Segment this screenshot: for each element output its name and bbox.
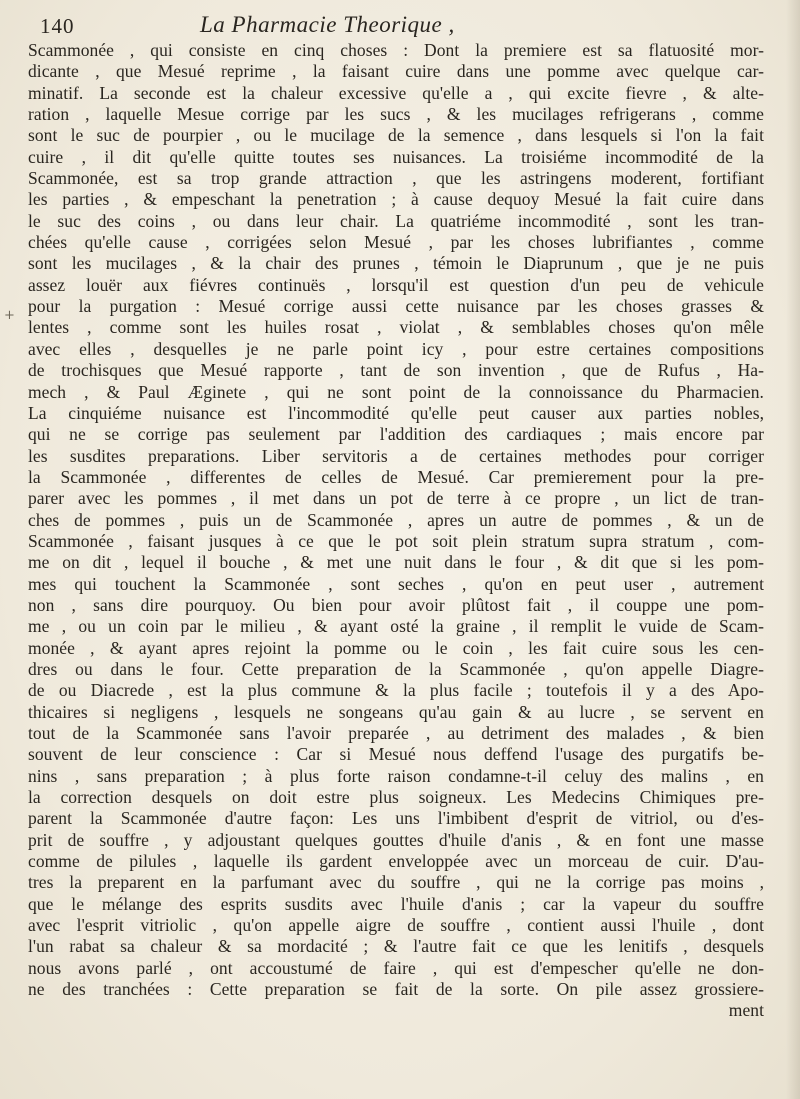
text-line: sont les mucilages , & la chair des prunes , témoin le Diaprunum , que je ne puis — [28, 253, 764, 274]
text-line: me on dit , lequel il bouche , & met une nuit dans le four , & dit que si les pom- — [28, 552, 764, 573]
text-line: chées qu'elle cause , corrigées selon Mesué , par les choses lubrifiantes , comme — [28, 232, 764, 253]
text-line: monée , & ayant apres rejoint la pomme ou le coin , les fait cuire sous les cen- — [28, 637, 764, 658]
text-line: cuire , il dit qu'elle quitte toutes ses nuisances. La troisiéme incommodité de la — [28, 146, 764, 167]
text-line: avec l'esprit vitriolic , qu'on appelle aigre de souffre , contient aussi l'huile , dont — [28, 915, 764, 936]
text-line: la correction desquels on doit estre plus soigneux. Les Medecins Chimiques pre- — [28, 787, 764, 808]
text-line: sont le suc de pourpier , ou le mucilage de la semence , dans lesquels si l'on la fait — [28, 125, 764, 146]
text-line: ment — [728, 1000, 764, 1021]
text-line: les parties , & empeschant la penetration ; à cause dequoy Mesué la fait cuire dans — [28, 189, 764, 210]
text-line: l'un rabat sa chaleur & sa mordacité ; & l'autre fait ce que les lenitifs , desquels — [28, 936, 764, 957]
running-title: La Pharmacie Theorique , — [200, 12, 455, 37]
text-line: thicaires si negligens , lesquels ne songeans qu'au gain & au lucre , se servent en — [28, 701, 764, 722]
text-line: Scammonée, est sa trop grande attraction , que les astringens moderent, fortifiant — [28, 168, 764, 189]
text-line: souvent de leur conscience : Car si Mesué nous deffend l'usage des purgatifs be- — [28, 744, 764, 765]
text-line: pour la purgation : Mesué corrige aussi cette nuisance par les choses grasses & — [28, 296, 764, 317]
text-line: parent la Scammonée d'autre façon: Les uns l'imbibent d'esprit de vitriol, ou d'es- — [28, 808, 764, 829]
text-line: Scammonée , qui consiste en cinq choses : Dont la premiere est sa flatuosité mor- — [28, 40, 764, 60]
text-line: me , ou un coin par le milieu , & ayant osté la graine , il remplit le vuide de Scam- — [28, 616, 764, 637]
text-line: Scammonée , faisant jusques à ce que le pot soit plein stratum supra stratum , com- — [28, 530, 764, 551]
text-line: nous avons parlé , ont accoustumé de faire , qui est d'empescher qu'elle ne don- — [28, 957, 764, 978]
text-line: minatif. La seconde est la chaleur excessive qu'elle a , qui excite fievre , & alte- — [28, 82, 764, 103]
text-line: prit de souffre , y adjoustant quelques gouttes d'huile d'anis , & en font une masse — [28, 829, 764, 850]
margin-mark: + — [4, 308, 15, 323]
text-line: tres la preparent en la parfumant avec du souffre , qui ne la corrige pas moins , — [28, 872, 764, 893]
text-line: ches de pommes , puis un de Scammonée , apres un autre de pommes , & un de — [28, 509, 764, 530]
page-number: 140 — [40, 14, 75, 38]
text-line: la Scammonée , differentes de celles de Mesué. Car premierement pour la pre- — [28, 466, 764, 487]
text-line: de ou Diacrede , est la plus commune & la plus facile ; toutefois il y a des Apo- — [28, 680, 764, 701]
text-line: La cinquiéme nuisance est l'incommodité qu'elle peut causer aux parties nobles, — [28, 402, 764, 423]
text-line: nins , sans preparation ; à plus forte raison condamne-t-il celuy des malins , en — [28, 765, 764, 786]
text-line: mes qui touchent la Scammonée , sont seches , qu'on en peut user , autrement — [28, 573, 764, 594]
page-edge-shadow — [786, 0, 800, 1099]
text-line: ne des tranchées : Cette preparation se fait de la sorte. On pile assez grossiere- — [28, 979, 764, 1000]
text-line: dicante , que Mesué reprime , la faisant cuire dans une pomme avec quelque car- — [28, 61, 764, 82]
text-line: que le mélange des esprits susdits avec l'huile d'anis ; car la vapeur du souffre — [28, 893, 764, 914]
text-line: qui ne se corrige pas seulement par l'addition des cardiaques ; mais encore par — [28, 424, 764, 445]
text-line: ration , laquelle Mesue corrige par les sucs , & les mucilages refrigerans , comme — [28, 104, 764, 125]
page-header — [40, 12, 760, 40]
text-line: assez louër aux fiévres continuës , lorsqu'il est question d'un peu de vehicule — [28, 274, 764, 295]
text-line: lentes , comme sont les huiles rosat , violat , & semblables choses qu'on mêle — [28, 317, 764, 338]
text-line: le suc des coins , ou dans leur chair. La quatriéme incommodité , sont les tran- — [28, 210, 764, 231]
text-line: non , sans dire pourquoy. Ou bien pour avoir plûtost fait , il couppe une pom- — [28, 594, 764, 615]
text-line: parer avec les pommes , il met dans un pot de terre à ce propre , un lict de tran- — [28, 488, 764, 509]
text-line: de trochisques que Mesué rapporte , tant de son invention , que de Rufus , Ha- — [28, 360, 764, 381]
text-line: dres ou dans le four. Cette preparation de la Scammonée , qu'on appelle Diagre- — [28, 658, 764, 679]
text-line: les susdites preparations. Liber servitoris a de certaines methodes pour corriger — [28, 445, 764, 466]
text-line: tout de la Scammonée sans l'avoir preparée , au detriment des malades , & bien — [28, 723, 764, 743]
body-text — [28, 40, 764, 1090]
text-line: comme de pilules , laquelle ils gardent enveloppée avec un morceau de cuir. D'au- — [28, 851, 764, 872]
text-line: avec elles , desquelles je ne parle point icy , pour estre certaines compositions — [28, 338, 764, 359]
text-line: mech , & Paul Æginete , qui ne sont point de la connoissance du Pharmacien. — [28, 381, 764, 402]
